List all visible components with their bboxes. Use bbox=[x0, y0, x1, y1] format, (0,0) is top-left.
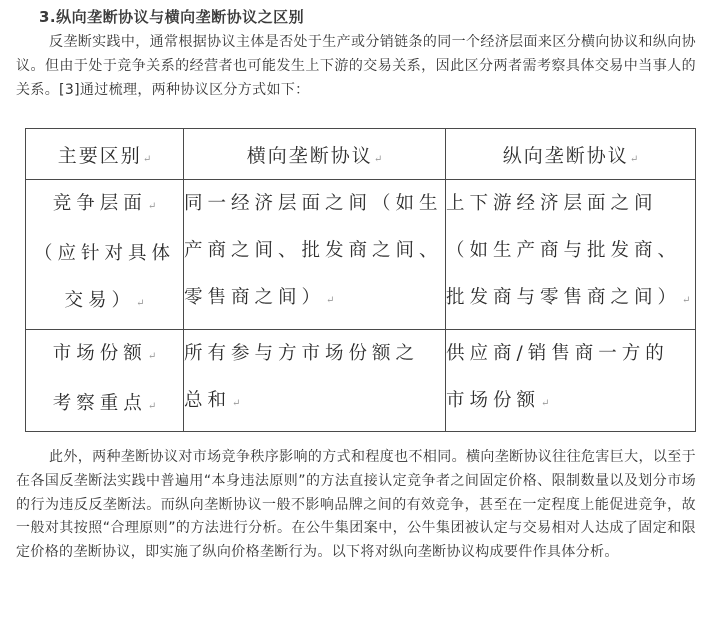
intro-paragraph-text: 反垄断实践中，通常根据协议主体是否处于生产或分销链条的同一个经济层面来区分横向协议和纵向协议。但由于处于竞争关系的经营者也可能发生上下游的交易关系，因此区分两者需考察具体交易中当事人的关系。[3]通过梳理，两种协议区分方式如下： bbox=[16, 34, 696, 98]
table-header-row bbox=[26, 129, 696, 180]
comparison-table-wrapper bbox=[25, 128, 695, 431]
cell-vertical-competition-level: 上下游经济层面之间 （如生产商与批发商、 批发商与零售商之间）↵ bbox=[446, 180, 696, 330]
row-label-competition-level: 竞争层面↵ （应针对具体 交易）↵ bbox=[26, 180, 184, 330]
comparison-table bbox=[25, 128, 696, 432]
table-row bbox=[26, 180, 696, 330]
section-heading: 3.纵向垄断协议与横向垄断协议之区别 bbox=[39, 8, 305, 26]
analysis-paragraph bbox=[16, 446, 696, 565]
table-row bbox=[26, 330, 696, 432]
header-main-difference: 主要区别↵ bbox=[26, 129, 184, 180]
cell-horizontal-competition-level: 同一经济层面之间（如生 产商之间、批发商之间、 零售商之间）↵ bbox=[184, 180, 446, 330]
row-label-market-share: 市场份额↵ 考察重点↵ bbox=[26, 330, 184, 432]
cell-horizontal-market-share: 所有参与方市场份额之 总和↵ bbox=[184, 330, 446, 432]
cell-vertical-market-share: 供应商/销售商一方的 市场份额↵ bbox=[446, 330, 696, 432]
header-horizontal-agreement: 横向垄断协议↵ bbox=[184, 129, 446, 180]
analysis-paragraph-text: 此外，两种垄断协议对市场竞争秩序影响的方式和程度也不相同。横向垄断协议往往危害巨大，以至于在各国反垄断法实践中普遍用“本身违法原则”的方法直接认定竞争者之间固定价格、限制数量以及划分市场的行为违反反垄断法。而纵向垄断协议一般不影响品牌之间的有效竞争，甚至在一定程度上能促进竞争，故一般对其按照“合理原则”的方法进行分析。在公牛集团案中，公牛集团被认定与交易相对人达成了固定和限定价格的垄断协议，即实施了纵向价格垄断行为。以下将对纵向垄断协议构成要件作具体分析。 bbox=[16, 449, 696, 561]
header-vertical-agreement: 纵向垄断协议↵ bbox=[446, 129, 696, 180]
intro-paragraph bbox=[16, 31, 696, 102]
